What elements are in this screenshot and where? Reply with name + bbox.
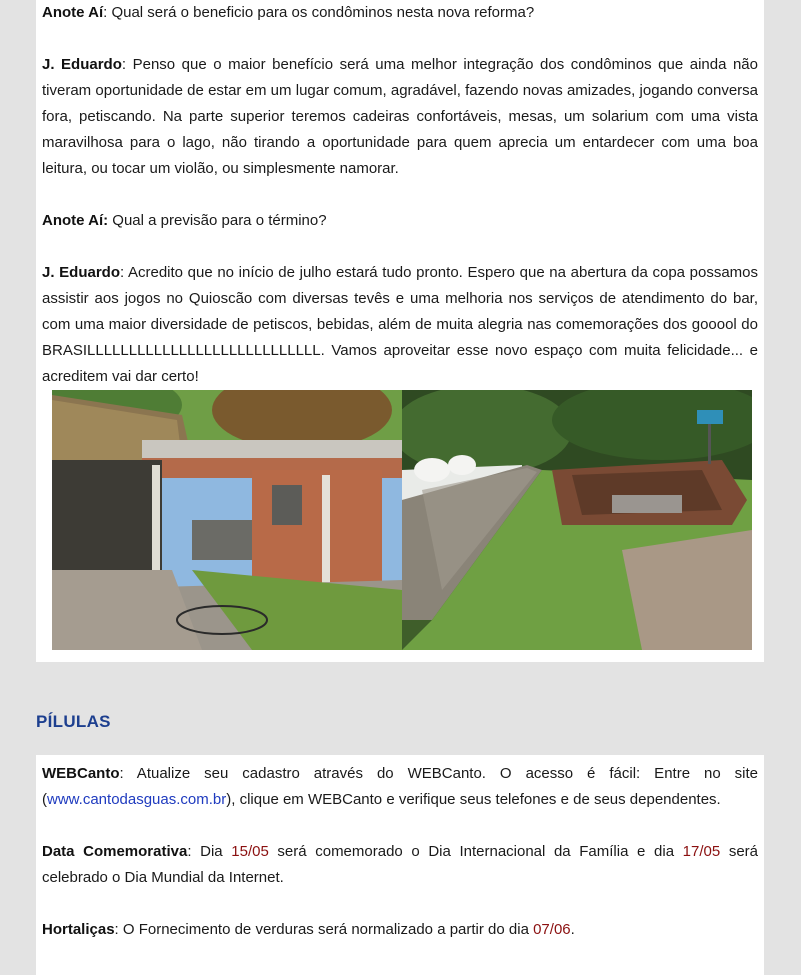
question-2-label: Anote Aí: — [42, 212, 109, 229]
site-link[interactable]: www.cantodasguas.com.br — [47, 791, 227, 808]
date-highlight: 17/05 — [682, 843, 721, 860]
pill-hortalicas-label: Hortaliças — [42, 921, 115, 938]
question-1-label: Anote Aí — [42, 4, 104, 21]
answer-2: J. Eduardo: Acredito que no início de julho estará tudo pronto. Espero que na abertura da copa possamos assistir aos jogos no Quioscão com diversas tevês e uma melhoria nos serviços de atendimento do bar, com uma maior diversidade de petiscos, bebidas, além de muita alegria nas comemorações dos gooool do BRASILLLLLLLLLLLLLLLLLLLLLLLLLLLL. Vamos aproveitar esse novo espaço com muita felicidade... e acreditem vai dar certo! — [42, 264, 759, 385]
pill-data-comemorativa-label: Data Comemorativa — [42, 843, 188, 860]
pill-hortalicas: Hortaliças: O Fornecimento de verduras será normalizado a partir do dia 07/06. — [42, 921, 575, 938]
question-2: Anote Aí: Qual a previsão para o término? — [42, 212, 327, 229]
date-highlight: 07/06 — [533, 921, 571, 938]
pill-webcanto: WEBCanto: Atualize seu cadastro através do WEBCanto. O acesso é fácil: Entre no site (www.cantodasguas.com.br), clique em WEBCanto e verifique seus telefones e de seus dependentes. — [42, 765, 758, 808]
question-1: Anote Aí: Qual será o beneficio para os condôminos nesta nova reforma? — [42, 4, 535, 21]
answer-1: J. Eduardo: Penso que o maior benefício será uma melhor integração dos condôminos que ainda não tiveram oportunidade de estar em um lugar comum, agradável, fazendo novas amizades, jogando conversa fora, petiscando. Na parte superior teremos cadeiras confortáveis, mesas, um solarium com uma vista maravilhosa para o lago, não tirando a oportunidade para quem aprecia um entardecer com uma boa leitura, ou tocar um violão, ou simplesmente namorar. — [42, 56, 758, 177]
photo-lake-deck — [402, 390, 752, 650]
answer-1-label: J. Eduardo — [42, 56, 122, 73]
section-title-pilulas: PÍLULAS — [36, 712, 111, 731]
answer-2-label: J. Eduardo — [42, 264, 120, 281]
photo-kiosk-structure — [52, 390, 402, 650]
pills-card — [36, 755, 764, 975]
construction-photos — [52, 390, 752, 650]
pill-webcanto-label: WEBCanto — [42, 765, 120, 782]
pill-data-comemorativa: Data Comemorativa: Dia 15/05 será comemorado o Dia Internacional da Família e dia 17/05 será celebrado o Dia Mundial da Internet. — [42, 843, 758, 886]
date-highlight: 15/05 — [231, 843, 269, 860]
